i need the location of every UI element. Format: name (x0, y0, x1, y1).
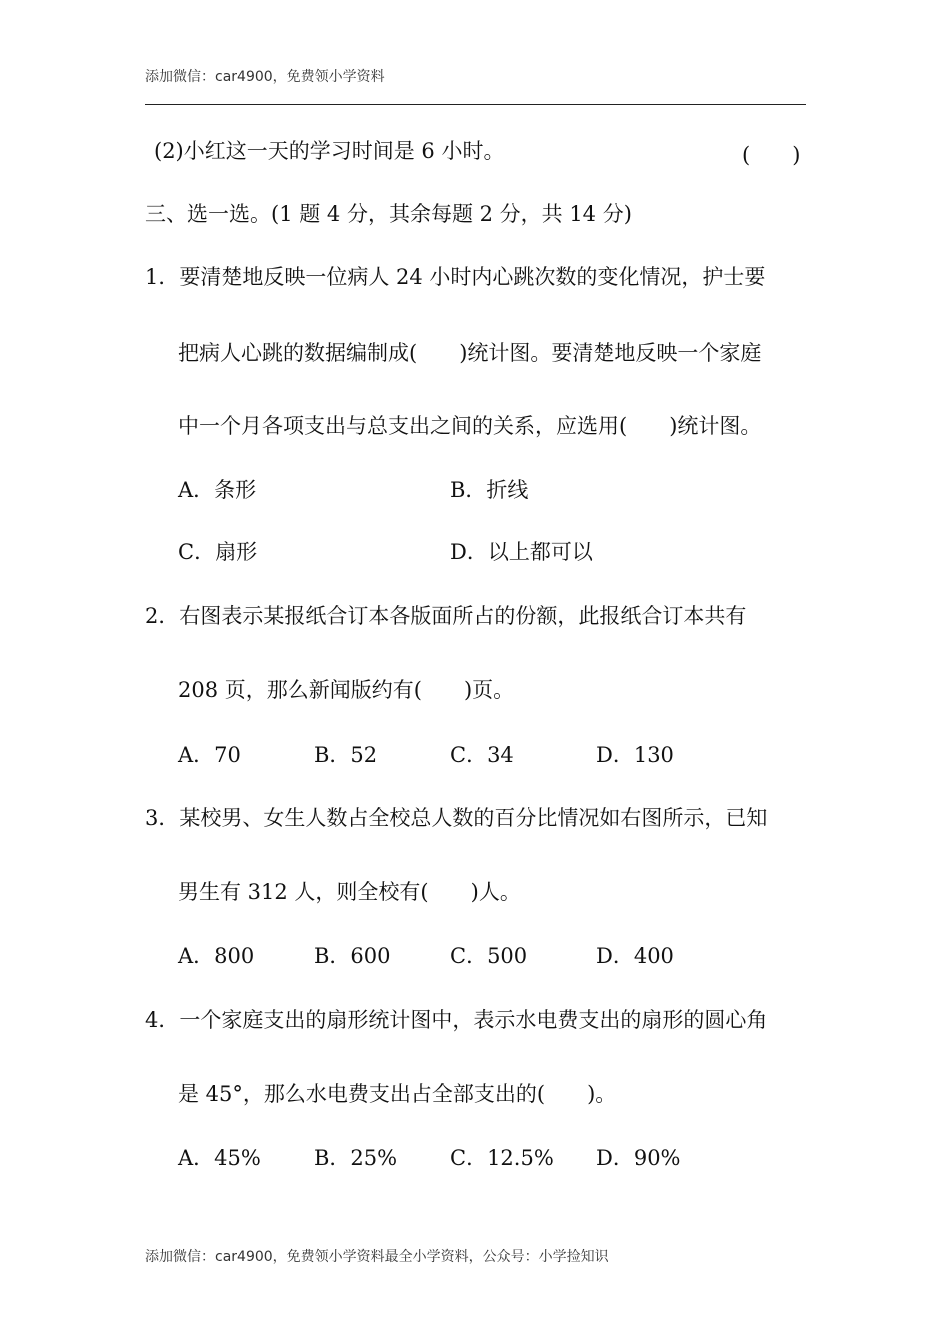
q3-line1: 3．某校男、女生人数占全校总人数的百分比情况如右图所示，已知 (145, 806, 768, 830)
q2-line1: 2．右图表示某报纸合订本各版面所占的份额，此报纸合订本共有 (145, 604, 747, 628)
q1-option-a: A．条形 (178, 478, 257, 502)
page-header: 添加微信：car4900，免费领小学资料 (145, 69, 385, 85)
q1-option-d: D．以上都可以 (450, 540, 593, 564)
q2-option-d: D．130 (596, 743, 674, 767)
q4-line1: 4．一个家庭支出的扇形统计图中，表示水电费支出的扇形的圆心角 (145, 1008, 768, 1032)
q1-option-b: B．折线 (450, 478, 529, 502)
q3-option-b: B．600 (314, 944, 391, 968)
q3-option-d: D．400 (596, 944, 674, 968)
q4-option-b: B．25% (314, 1146, 398, 1170)
q4-line2: 是 45°，那么水电费支出占全部支出的( )。 (178, 1082, 617, 1106)
q4-option-c: C．12.5% (450, 1146, 554, 1170)
q1-line3: 中一个月各项支出与总支出之间的关系，应选用( )统计图。 (178, 414, 762, 438)
q3-option-a: A．800 (178, 944, 255, 968)
q3-line2: 男生有 312 人，则全校有( )人。 (178, 880, 521, 904)
q1-line1: 1．要清楚地反映一位病人 24 小时内心跳次数的变化情况，护士要 (145, 265, 766, 289)
q1-line2: 把病人心跳的数据编制成( )统计图。要清楚地反映一个家庭 (178, 341, 762, 365)
q2-option-a: A．70 (178, 743, 241, 767)
q4-option-d: D．90% (596, 1146, 681, 1170)
prev-question-text: (2)小红这一天的学习时间是 6 小时。 (154, 139, 505, 163)
q3-option-c: C．500 (450, 944, 528, 968)
q2-line2: 208 页，那么新闻版约有( )页。 (178, 678, 515, 702)
section-title: 三、选一选。(1 题 4 分，其余每题 2 分，共 14 分) (145, 202, 632, 226)
q4-option-a: A．45% (178, 1146, 261, 1170)
q1-option-c: C．扇形 (178, 540, 258, 564)
prev-question-answer-paren: ( ) (742, 143, 801, 167)
q2-option-c: C．34 (450, 743, 514, 767)
header-divider (145, 104, 806, 105)
page-footer: 添加微信：car4900，免费领小学资料最全小学资料，公众号：小学捡知识 (145, 1249, 609, 1265)
q2-option-b: B．52 (314, 743, 378, 767)
